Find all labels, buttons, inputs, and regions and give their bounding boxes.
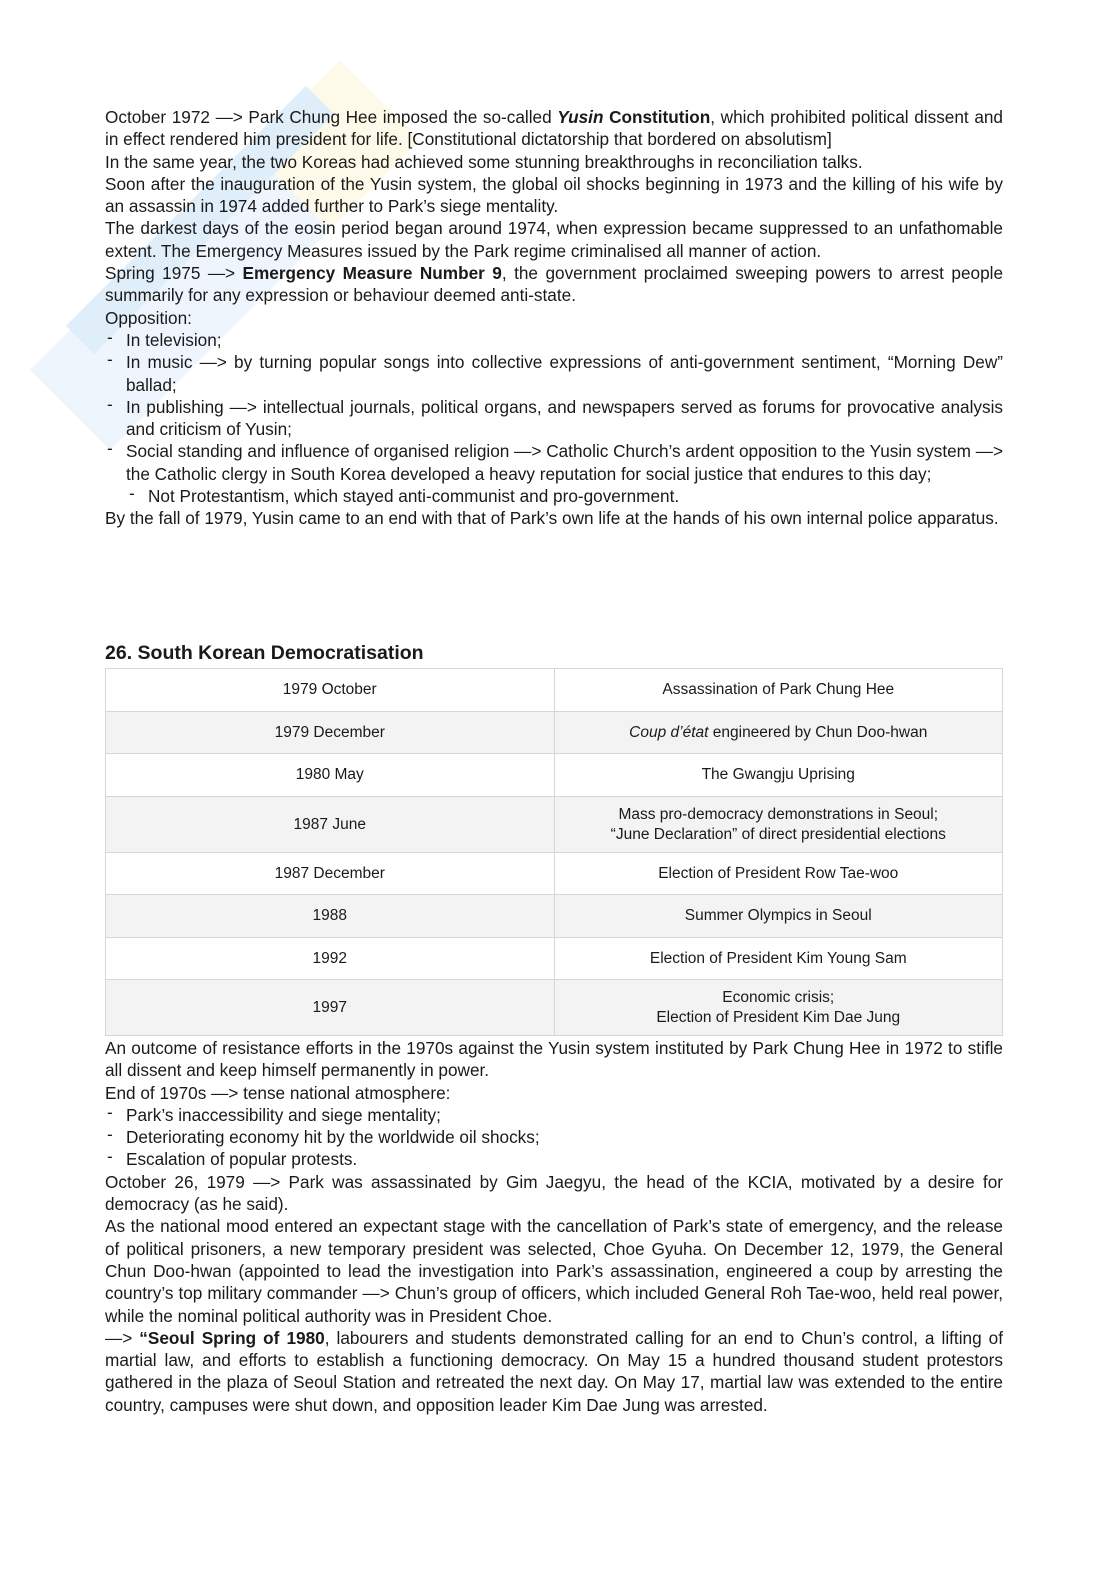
date-cell: 1979 December xyxy=(106,712,555,754)
text-line: Economic crisis; xyxy=(722,988,835,1006)
paragraph: In the same year, the two Koreas had achieved some stunning breakthroughs in reconciliation talks. xyxy=(105,151,863,172)
table-row xyxy=(106,938,1003,980)
paragraph: An outcome of resistance efforts in the 1970s against the Yusin system instituted by Park Chung Hee in 1972 to stifle all dissent and keep himself permanently in power. xyxy=(105,1038,1003,1081)
section-heading: 26. South Korean Democratisation xyxy=(105,642,424,664)
date-cell: 1997 xyxy=(106,980,555,1036)
body-section xyxy=(105,1037,1003,1416)
paragraph: End of 1970s —> tense national atmosphere: xyxy=(105,1082,451,1103)
text: October 1972 —> Park Chung Hee imposed the so-called xyxy=(105,107,558,127)
event-cell xyxy=(554,980,1003,1036)
table-row xyxy=(106,853,1003,895)
paragraph xyxy=(105,106,1003,151)
text: , the government proclaimed sweeping powers to arrest people summarily for any expression or behaviour deemed anti-state. xyxy=(105,263,1004,306)
event-cell: Assassination of Park Chung Hee xyxy=(554,669,1003,712)
table-row xyxy=(106,980,1003,1036)
paragraph: Soon after the inauguration of the Yusin system, the global oil shocks beginning in 1973 and the killing of his wife by an assassin in 1974 added further to Park’s siege mentality. xyxy=(105,173,1003,217)
text: , labourers and students demonstrated calling for an end to Chun’s control, a lifting of martial law, and efforts to establish a functioning democracy. On May 15 a hundred thousand student protestors gathered in the plaza of Seoul Station and retreated the next day. On May 17, martial law was extended to the entire country, campuses were shut down, and opposition leader Kim Dae Jung was arrested. xyxy=(105,1327,1004,1415)
paragraph xyxy=(105,262,1003,307)
paragraph: As the national mood entered an expectant stage with the cancellation of Park’s state of emergency, and the release of political prisoners, a new temporary president was selected, Choe Gyuha. On December 12, 1979, the General Chun Doo-hwan (appointed to lead the investigation into Park’s assassination, engineered a coup by arresting the country’s top military commander —> Chun’s group of officers, which included General Roh Tae-woo, held real power, while the nominal political authority was in President Choe. xyxy=(105,1216,1003,1326)
text: , which prohibited political dissent and in effect rendered him president for life. [Constitutional dictatorship that bordered on absolutism] xyxy=(105,107,1003,150)
list-item: - In television; xyxy=(105,329,1003,351)
paragraph: By the fall of 1979, Yusin came to an end with that of Park’s own life at the hands of his own internal police apparatus. xyxy=(105,508,999,529)
emphasis: Emergency Measure Number 9 xyxy=(242,263,502,284)
date-cell: 1988 xyxy=(106,895,555,938)
intro-section xyxy=(105,106,1003,530)
event-cell: The Gwangju Uprising xyxy=(554,754,1003,797)
table-row xyxy=(106,712,1003,754)
paragraph xyxy=(105,1327,1003,1416)
date-cell: 1979 October xyxy=(106,669,555,712)
date-cell: 1992 xyxy=(106,938,555,980)
text: engineered by Chun Doo-hwan xyxy=(708,723,928,741)
list-item: - In music —> by turning popular songs into collective expressions of anti-government sentiment, “Morning Dew” ballad; xyxy=(105,351,1003,396)
list-item: - Park’s inaccessibility and siege mentality; xyxy=(105,1104,1003,1126)
event-cell xyxy=(554,797,1003,853)
event-cell: Summer Olympics in Seoul xyxy=(554,895,1003,938)
event-cell: Election of President Row Tae-woo xyxy=(554,853,1003,895)
event-cell: Election of President Kim Young Sam xyxy=(554,938,1003,980)
emphasis: “Seoul Spring of 1980 xyxy=(139,1327,325,1348)
emphasis: Constitution xyxy=(603,107,711,127)
text: Spring 1975 —> xyxy=(105,263,243,284)
timeline-table xyxy=(105,668,1003,1036)
text: —> xyxy=(105,1327,140,1348)
list-item: - In publishing —> intellectual journals, political organs, and newspapers served as forums for provocative analysis and criticism of Yusin; xyxy=(105,396,1003,441)
date-cell: 1980 May xyxy=(106,754,555,797)
list-item: - Social standing and influence of organised religion —> Catholic Church’s ardent opposition to the Yusin system —> the Catholic clergy in South Korea developed a heavy reputation for social justice that endures to this day; xyxy=(105,440,1003,485)
event-cell xyxy=(554,712,1003,754)
list-item: - Deteriorating economy hit by the worldwide oil shocks; xyxy=(105,1126,1003,1148)
table-row xyxy=(106,895,1003,938)
sub-list-item: - Not Protestantism, which stayed anti-communist and pro-government. xyxy=(105,485,1003,507)
paragraph: Opposition: xyxy=(105,307,192,328)
text-line: Mass pro-democracy demonstrations in Seoul; xyxy=(618,805,939,823)
italic-text: Coup d’état xyxy=(629,723,709,741)
text-line: “June Declaration” of direct presidential elections xyxy=(610,825,946,843)
date-cell: 1987 June xyxy=(106,797,555,853)
table-row xyxy=(106,797,1003,853)
table-row xyxy=(106,669,1003,712)
table-row xyxy=(106,754,1003,797)
text-line: Election of President Kim Dae Jung xyxy=(656,1008,901,1026)
emphasis: Yusin xyxy=(557,107,604,127)
paragraph: October 26, 1979 —> Park was assassinated by Gim Jaegyu, the head of the KCIA, motivated by a desire for democracy (as he said). xyxy=(105,1171,1003,1215)
paragraph: The darkest days of the eosin period began around 1974, when expression became suppressed to an unfathomable extent. The Emergency Measures issued by the Park regime criminalised all manner of action. xyxy=(105,218,1003,261)
list-item: - Escalation of popular protests. xyxy=(105,1148,1003,1170)
date-cell: 1987 December xyxy=(106,853,555,895)
